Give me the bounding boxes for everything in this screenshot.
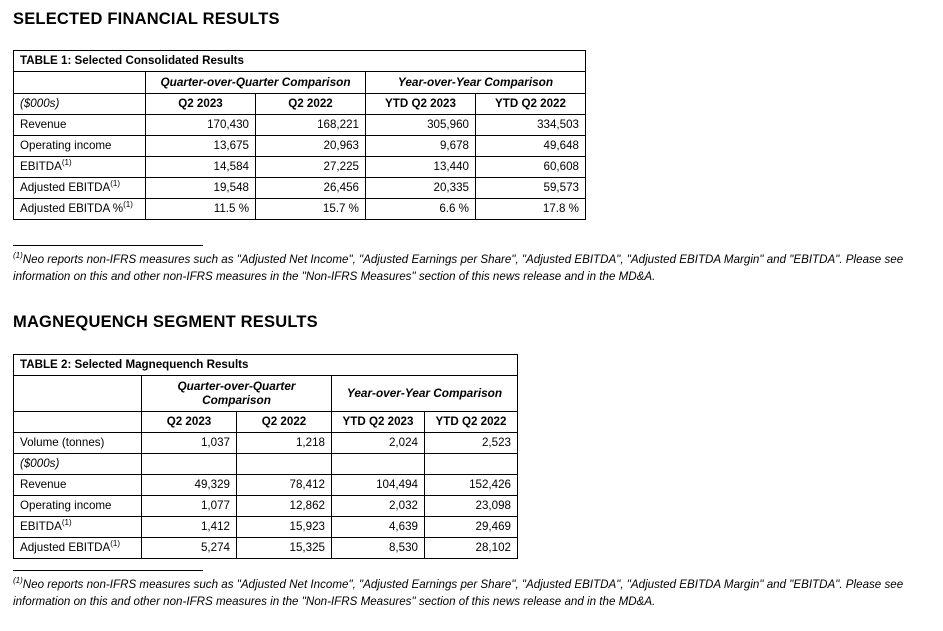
table-1-group-header-qoq: Quarter-over-Quarter Comparison [146,72,366,94]
row-label: EBITDA [20,520,62,533]
page-title-magnequench-segment-results: MAGNEQUENCH SEGMENT RESULTS [13,313,318,331]
table-2-group-header-qoq: Quarter-over-Quarter Comparison [142,376,332,412]
table-2-cell: 78,412 [237,475,332,496]
row-label: Revenue [20,118,67,131]
row-label: Adjusted EBITDA % [20,202,124,215]
table-1-cell: 13,440 [366,157,476,178]
table-row [14,496,518,517]
table-1-cell: 20,963 [256,136,366,157]
table-2-cell: 15,923 [237,517,332,538]
table-1-cell: 170,430 [146,115,256,136]
table-2-col-header-ytd-q2-2022: YTD Q2 2022 [425,412,518,433]
table-2-cell-empty [237,454,332,475]
table-1-cell: 334,503 [476,115,586,136]
table-selected-consolidated-results [13,50,586,220]
table-2-column-header-row [14,412,518,433]
table-2-cell-empty [332,454,425,475]
footnote-block-1 [13,245,928,286]
footnote-marker: (1) [13,251,23,261]
table-1-row-label-cell [14,136,146,157]
table-2-unit-label-cell: ($000s) [14,454,142,475]
table-1-cell: 305,960 [366,115,476,136]
table-1-column-header-row [14,94,586,115]
table-1-row-label-cell [14,115,146,136]
table-1-cell: 26,456 [256,178,366,199]
table-2-container [13,354,518,559]
table-1-cell: 9,678 [366,136,476,157]
row-label: Revenue [20,478,67,491]
table-1-cell: 49,648 [476,136,586,157]
table-2-cell: 12,862 [237,496,332,517]
table-2-cell: 2,523 [425,433,518,454]
table-1-cell: 13,675 [146,136,256,157]
table-1-cell: 11.5 % [146,199,256,220]
table-row [14,517,518,538]
table-1-col-header-q2-2023: Q2 2023 [146,94,256,115]
table-row [14,157,586,178]
table-row [14,475,518,496]
footnote-divider [13,245,203,246]
table-2-row-label-cell [14,475,142,496]
table-1-cell: 20,335 [366,178,476,199]
table-1-row-label-cell [14,199,146,220]
table-1-cell: 14,584 [146,157,256,178]
table-2-cell: 104,494 [332,475,425,496]
table-1-cell: 60,608 [476,157,586,178]
table-row [14,178,586,199]
footnote-marker: (1) [61,518,72,528]
table-selected-magnequench-results [13,354,518,559]
table-2-col-header-q2-2022: Q2 2022 [237,412,332,433]
table-2-cell: 8,530 [332,538,425,559]
table-2-row-label-cell [14,517,142,538]
table-2-cell: 1,037 [142,433,237,454]
footnote-marker: (1) [13,576,23,586]
table-1-row-label-cell [14,157,146,178]
table-2-cell: 2,032 [332,496,425,517]
table-2-cell: 29,469 [425,517,518,538]
table-2-cell-empty [142,454,237,475]
table-2-cell: 1,218 [237,433,332,454]
row-label: Adjusted EBITDA [20,181,111,194]
table-row [14,136,586,157]
table-2-header-spacer-2 [14,412,142,433]
table-2-cell: 1,412 [142,517,237,538]
table-1-col-header-ytd-q2-2022: YTD Q2 2022 [476,94,586,115]
table-1-group-header-row [14,72,586,94]
table-1-group-header-yoy: Year-over-Year Comparison [366,72,586,94]
table-1-col-header-q2-2022: Q2 2022 [256,94,366,115]
footnote-marker: (1) [110,539,120,549]
table-2-cell: 2,024 [332,433,425,454]
table-2-title-row [14,355,518,376]
row-label: Operating income [20,499,112,512]
table-1-cell: 59,573 [476,178,586,199]
table-1-title-row [14,51,586,72]
table-2-row-label-cell [14,538,142,559]
table-2-cell: 28,102 [425,538,518,559]
table-1-cell: 6.6 % [366,199,476,220]
table-row [14,199,586,220]
table-2-cell: 23,098 [425,496,518,517]
table-1-title: TABLE 1: Selected Consolidated Results [20,54,244,67]
table-row [14,433,518,454]
table-2-cell: 49,329 [142,475,237,496]
footnote-marker: (1) [61,158,72,168]
table-2-group-header-spacer [14,376,142,412]
table-2-row-label-cell [14,433,142,454]
table-row [14,115,586,136]
table-row [14,538,518,559]
table-2-col-header-q2-2023: Q2 2023 [142,412,237,433]
footnote-marker: (1) [123,200,133,210]
table-2-group-header-yoy: Year-over-Year Comparison [332,376,518,412]
table-2-group-header-row [14,376,518,412]
table-2-col-header-ytd-q2-2023: YTD Q2 2023 [332,412,425,433]
footnote-block-2 [13,570,928,611]
table-1-row-label-cell [14,178,146,199]
table-2-row-label-cell [14,496,142,517]
table-1-group-header-spacer [14,72,146,94]
row-label: Adjusted EBITDA [20,541,111,554]
row-label: EBITDA [20,160,62,173]
footnote-divider [13,570,203,571]
table-2-cell: 1,077 [142,496,237,517]
table-2-cell: 15,325 [237,538,332,559]
footnote-text-2: $^{(1)}$Neo reports non-IFRS measures such as "Adjusted Net Income", "Adjusted Earnings per Share", "Adjusted EBITDA", "Adjusted EBITDA Margin" and "EBITDA". Please see information on this and other non-IFRS measures in the "Non-IFRS Measures" section of this news release and in the MD&A. [13,576,904,608]
table-1-cell: 19,548 [146,178,256,199]
table-1-cell: 15.7 % [256,199,366,220]
table-1-container [13,50,586,220]
page-title-selected-financial-results: SELECTED FINANCIAL RESULTS [13,10,280,28]
table-1-cell: 27,225 [256,157,366,178]
table-1-unit-label-cell: ($000s) [14,94,146,115]
row-label: Operating income [20,139,112,152]
table-2-unit-label-row [14,454,518,475]
footnote-marker: (1) [110,179,120,189]
footnote-text-1: $^{(1)}$Neo reports non-IFRS measures such as "Adjusted Net Income", "Adjusted Earnings per Share", "Adjusted EBITDA", "Adjusted EBITDA Margin" and "EBITDA". Please see information on this and other non-IFRS measures in the "Non-IFRS Measures" section of this news release and in the MD&A. [13,251,904,283]
table-1-cell: 168,221 [256,115,366,136]
table-2-cell: 5,274 [142,538,237,559]
table-2-cell: 4,639 [332,517,425,538]
row-label: Volume (tonnes) [20,436,105,449]
table-2-title: TABLE 2: Selected Magnequench Results [20,358,249,371]
table-1-col-header-ytd-q2-2023: YTD Q2 2023 [366,94,476,115]
table-2-cell: 152,426 [425,475,518,496]
table-2-cell-empty [425,454,518,475]
table-1-cell: 17.8 % [476,199,586,220]
